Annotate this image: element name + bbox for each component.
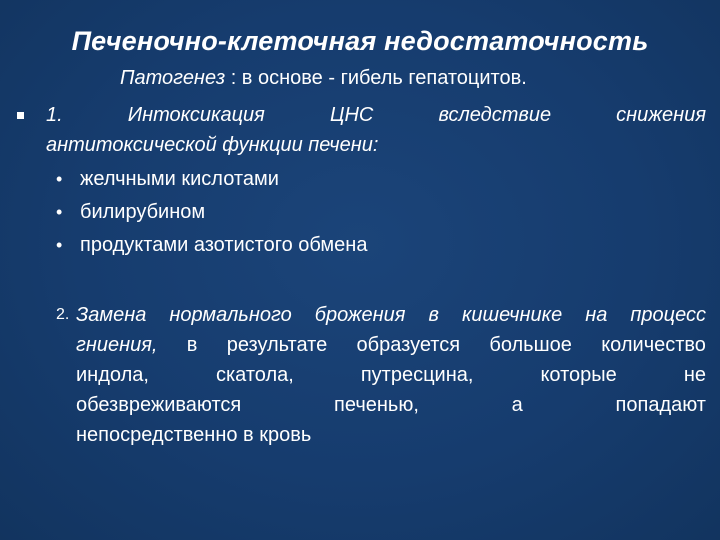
point-2-word: количество <box>601 334 706 356</box>
point-2-word: брожения <box>314 304 406 326</box>
point-2-word: в <box>428 304 439 326</box>
point-2-word: а <box>511 394 523 416</box>
list-item <box>56 196 367 229</box>
point-1-line-1 <box>46 100 706 130</box>
point-2-word: индола, <box>76 364 149 386</box>
list-item-text: билирубином <box>80 201 206 223</box>
point-2-line-2 <box>76 330 706 360</box>
point-2-word: печенью, <box>334 394 419 416</box>
point-2-line-3 <box>76 360 706 390</box>
point-2-word: на <box>585 304 608 326</box>
square-bullet-icon <box>17 112 24 119</box>
point-2-line-4 <box>76 390 706 420</box>
list-item-text: продуктами азотистого обмена <box>80 234 368 256</box>
point-2-word: результате <box>226 334 328 356</box>
point-2-italic-word: гниения, <box>76 334 158 356</box>
point-2-word: обезвреживаются <box>76 394 242 416</box>
point-2-body <box>76 300 706 450</box>
bullet-icon: • <box>56 202 63 222</box>
list-item <box>56 229 367 262</box>
list-item <box>56 163 367 196</box>
point-1-number: 1. <box>46 104 63 126</box>
point-2-word: скатола, <box>215 364 294 386</box>
point-2-word: путресцина, <box>360 364 474 386</box>
bullet-icon: • <box>56 169 63 189</box>
point-2-line-5: непосредственно в кровь <box>76 424 312 446</box>
slide-title: Печеночно-клеточная недостаточность <box>71 26 649 56</box>
point-1-word: Интоксикация <box>127 104 265 126</box>
point-1-word: ЦНС <box>329 104 374 126</box>
point-1-word: вследствие <box>438 104 552 126</box>
list-item-text: желчными кислотами <box>80 168 279 190</box>
point-2-word: в <box>186 334 198 356</box>
subtitle-rest: : в основе - гибель гепатоцитов. <box>225 67 527 89</box>
point-2-line-1 <box>76 300 706 330</box>
point-2-word: большое <box>489 334 572 356</box>
bullet-icon: • <box>56 235 63 255</box>
subtitle <box>120 67 527 90</box>
point-2-word: кишечнике <box>461 304 563 326</box>
subtitle-lead: Патогенез <box>120 67 226 89</box>
point-1 <box>46 100 706 160</box>
point-1-sublist <box>56 163 367 262</box>
point-2-word: которые <box>540 364 617 386</box>
point-2-word: не <box>683 364 706 386</box>
point-2-word: нормального <box>169 304 292 326</box>
point-2-word: Замена <box>76 304 147 326</box>
point-1-word: снижения <box>616 104 706 126</box>
point-2-number: 2. <box>56 306 70 323</box>
point-2-word: процесс <box>630 304 706 326</box>
point-2 <box>56 300 706 450</box>
point-2-word: попадают <box>615 394 706 416</box>
point-1-line-2: антитоксической функции печени: <box>46 134 379 156</box>
point-2-word: образуется <box>356 334 461 356</box>
